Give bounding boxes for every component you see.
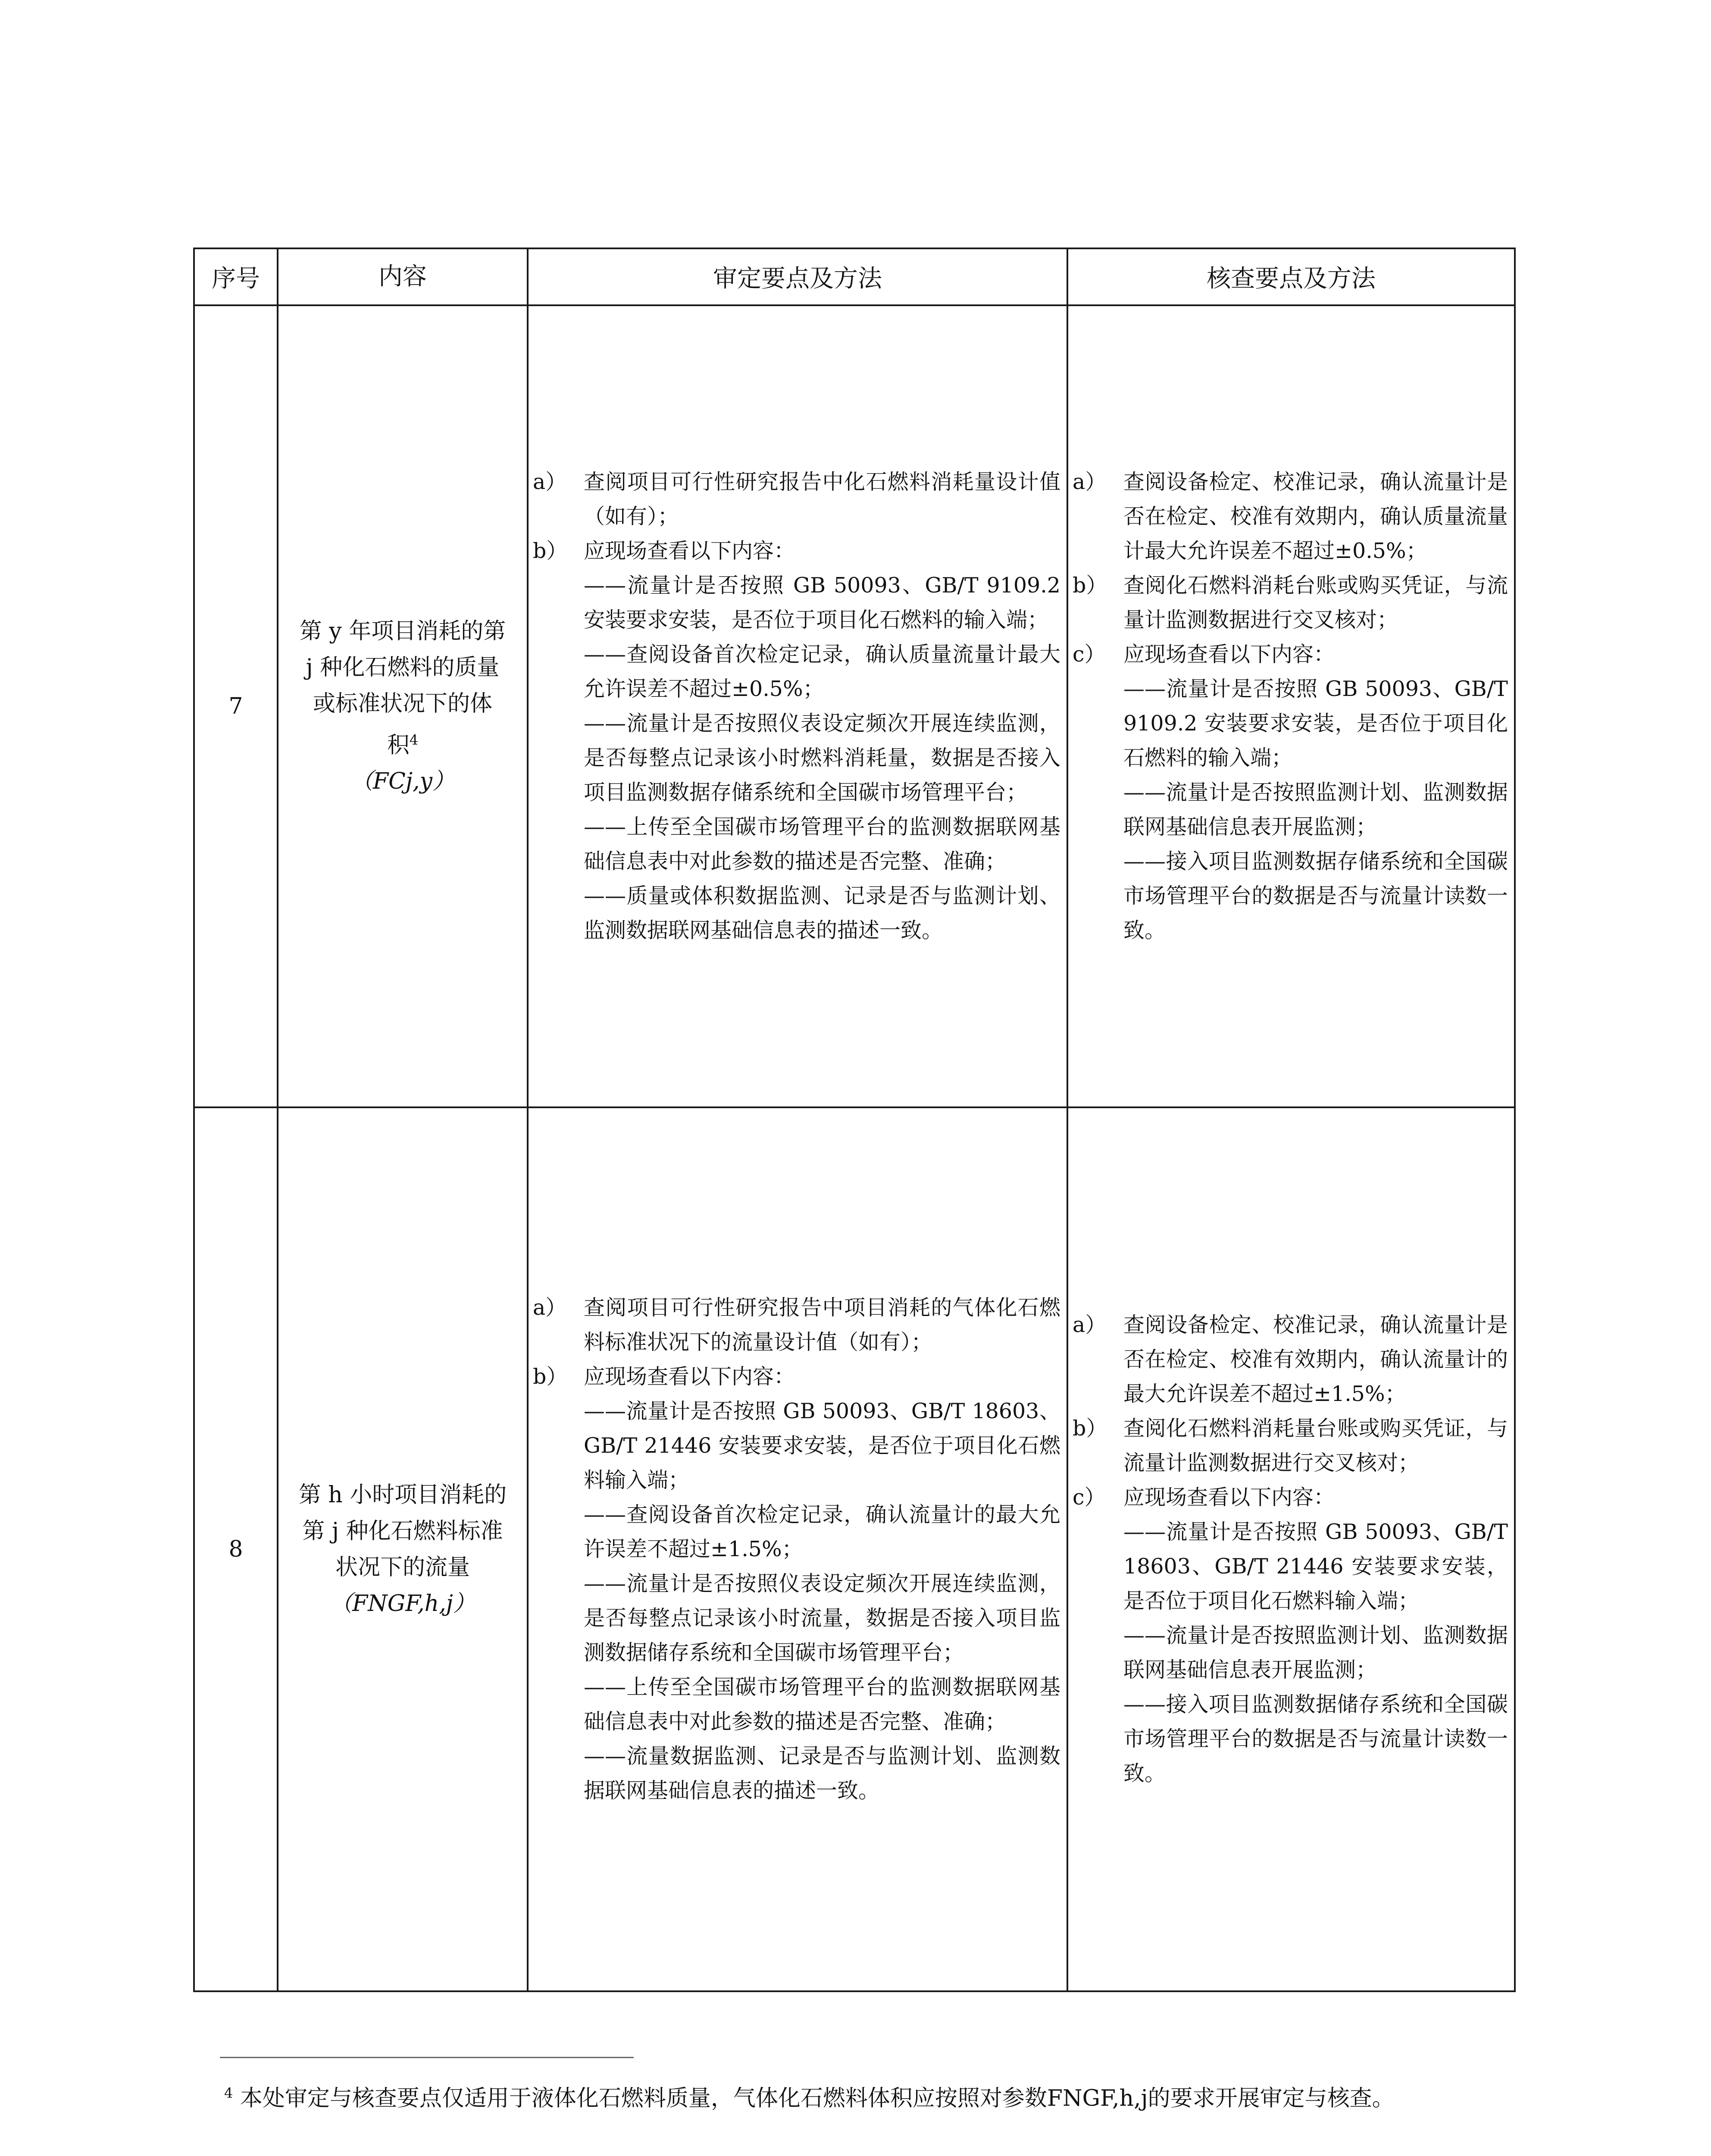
sub-item: ——上传至全国碳市场管理平台的监测数据联网基础信息表中对此参数的描述是否完整、准确； <box>584 815 1060 874</box>
footnote <box>224 2074 1492 2117</box>
sub-item: ——流量计是否按照监测计划、监测数据联网基础信息表开展监测； <box>1123 780 1508 839</box>
content-line: 积 <box>387 732 410 758</box>
header-no: 序号 <box>194 248 278 305</box>
list-item <box>533 1360 1060 1394</box>
parameter-symbol: （FNGF,h,j） <box>330 1591 475 1617</box>
content-line: 第 y 年项目消耗的第 <box>299 618 506 644</box>
list-item <box>1073 1480 1508 1515</box>
footnote-divider <box>220 2057 634 2058</box>
item-text: 应现场查看以下内容： <box>584 539 795 563</box>
check-cell <box>1067 305 1515 1107</box>
content-line: 或标准状况下的体 <box>313 690 492 717</box>
content-line: 第 h 小时项目消耗的 <box>298 1482 507 1508</box>
item-text: 查阅项目可行性研究报告中项目消耗的气体化石燃料标准状况下的流量设计值（如有）； <box>584 1295 1060 1354</box>
item-text: 查阅化石燃料消耗量台账或购买凭证，与流量计监测数据进行交叉核对； <box>1123 1416 1508 1475</box>
review-cell <box>528 1107 1067 1991</box>
item-label: a） <box>1073 1313 1107 1337</box>
item-label: c） <box>1073 642 1106 667</box>
row-number: 8 <box>194 1107 278 1991</box>
item-text: 应现场查看以下内容： <box>584 1364 795 1389</box>
footnote-text: 本处审定与核查要点仅适用于液体化石燃料质量，气体化石燃料体积应按照对参数FNGF,h,j的要求开展审定与核查。 <box>240 2085 1395 2112</box>
list-item <box>1073 465 1508 568</box>
review-cell <box>528 305 1067 1107</box>
list-item <box>533 465 1060 534</box>
sub-item: ——流量计是否按照 GB 50093、GB/T 18603、GB/T 21446 安装要求安装，是否位于项目化石燃料输入端； <box>584 1399 1060 1492</box>
sub-item: ——上传至全国碳市场管理平台的监测数据联网基础信息表中对此参数的描述是否完整、准确； <box>584 1675 1060 1734</box>
item-label: c） <box>1073 1485 1106 1510</box>
item-text: 查阅化石燃料消耗台账或购买凭证，与流量计监测数据进行交叉核对； <box>1123 573 1508 632</box>
content-line: 状况下的流量 <box>335 1554 470 1580</box>
review-table <box>193 248 1516 1992</box>
sub-item: ——接入项目监测数据存储系统和全国碳市场管理平台的数据是否与流量计读数一致。 <box>1123 849 1508 943</box>
sub-item: ——流量计是否按照监测计划、监测数据联网基础信息表开展监测； <box>1123 1623 1508 1682</box>
row-number: 7 <box>194 305 278 1107</box>
item-text: 应现场查看以下内容： <box>1123 642 1335 667</box>
sub-item: ——流量计是否按照仪表设定频次开展连续监测，是否每整点记录该小时流量，数据是否接入项目监测数据储存系统和全国碳市场管理平台； <box>584 1571 1060 1665</box>
item-label: b） <box>533 1364 568 1389</box>
item-text: 应现场查看以下内容： <box>1123 1485 1335 1510</box>
sub-item: ——流量计是否按照 GB 50093、GB/T 9109.2 安装要求安装，是否位于项目化石燃料的输入端； <box>1123 677 1508 770</box>
table-header-row <box>194 248 1515 305</box>
sub-item: ——质量或体积数据监测、记录是否与监测计划、监测数据联网基础信息表的描述一致。 <box>584 884 1060 943</box>
item-label: a） <box>533 470 567 494</box>
content-line: j 种化石燃料的质量 <box>306 654 500 680</box>
list-item <box>533 534 1060 568</box>
list-item <box>1073 1308 1508 1411</box>
item-label: b） <box>1073 573 1107 598</box>
sub-item: ——查阅设备首次检定记录，确认流量计的最大允许误差不超过±1.5%； <box>584 1502 1060 1561</box>
table-row <box>194 305 1515 1107</box>
sub-item: ——流量计是否按照 GB 50093、GB/T 18603、GB/T 21446 安装要求安装，是否位于项目化石燃料输入端； <box>1123 1520 1508 1613</box>
footnote-ref: 4 <box>409 731 419 748</box>
header-review: 审定要点及方法 <box>528 248 1067 305</box>
sub-item: ——查阅设备首次检定记录，确认质量流量计最大允许误差不超过±0.5%； <box>584 642 1060 701</box>
header-content: 内容 <box>278 248 528 305</box>
parameter-symbol: （FCj,y） <box>350 768 455 795</box>
table-row <box>194 1107 1515 1991</box>
list-item <box>1073 637 1508 672</box>
check-cell <box>1067 1107 1515 1991</box>
item-text: 查阅设备检定、校准记录，确认流量计是否在检定、校准有效期内，确认流量计的最大允许误差不超过±1.5%； <box>1123 1313 1508 1406</box>
footnote-marker: 4 <box>224 2085 233 2101</box>
sub-item: ——流量计是否按照 GB 50093、GB/T 9109.2 安装要求安装，是否位于项目化石燃料的输入端； <box>584 573 1060 632</box>
list-item <box>1073 568 1508 637</box>
row-content <box>278 305 528 1107</box>
item-label: b） <box>533 539 568 563</box>
header-check: 核查要点及方法 <box>1067 248 1515 305</box>
item-label: a） <box>533 1295 567 1320</box>
item-label: b） <box>1073 1416 1107 1441</box>
sub-item: ——接入项目监测数据储存系统和全国碳市场管理平台的数据是否与流量计读数一致。 <box>1123 1692 1508 1786</box>
item-text: 查阅设备检定、校准记录，确认流量计是否在检定、校准有效期内，确认质量流量计最大允许误差不超过±0.5%； <box>1123 470 1508 563</box>
item-label: a） <box>1073 470 1107 494</box>
row-content <box>278 1107 528 1991</box>
content-line: 第 j 种化石燃料标准 <box>302 1518 503 1544</box>
list-item <box>1073 1411 1508 1480</box>
item-text: 查阅项目可行性研究报告中化石燃料消耗量设计值（如有）； <box>584 470 1060 529</box>
list-item <box>533 1291 1060 1360</box>
sub-item: ——流量计是否按照仪表设定频次开展连续监测，是否每整点记录该小时燃料消耗量，数据是否接入项目监测数据存储系统和全国碳市场管理平台； <box>584 711 1060 805</box>
sub-item: ——流量数据监测、记录是否与监测计划、监测数据联网基础信息表的描述一致。 <box>584 1744 1060 1803</box>
